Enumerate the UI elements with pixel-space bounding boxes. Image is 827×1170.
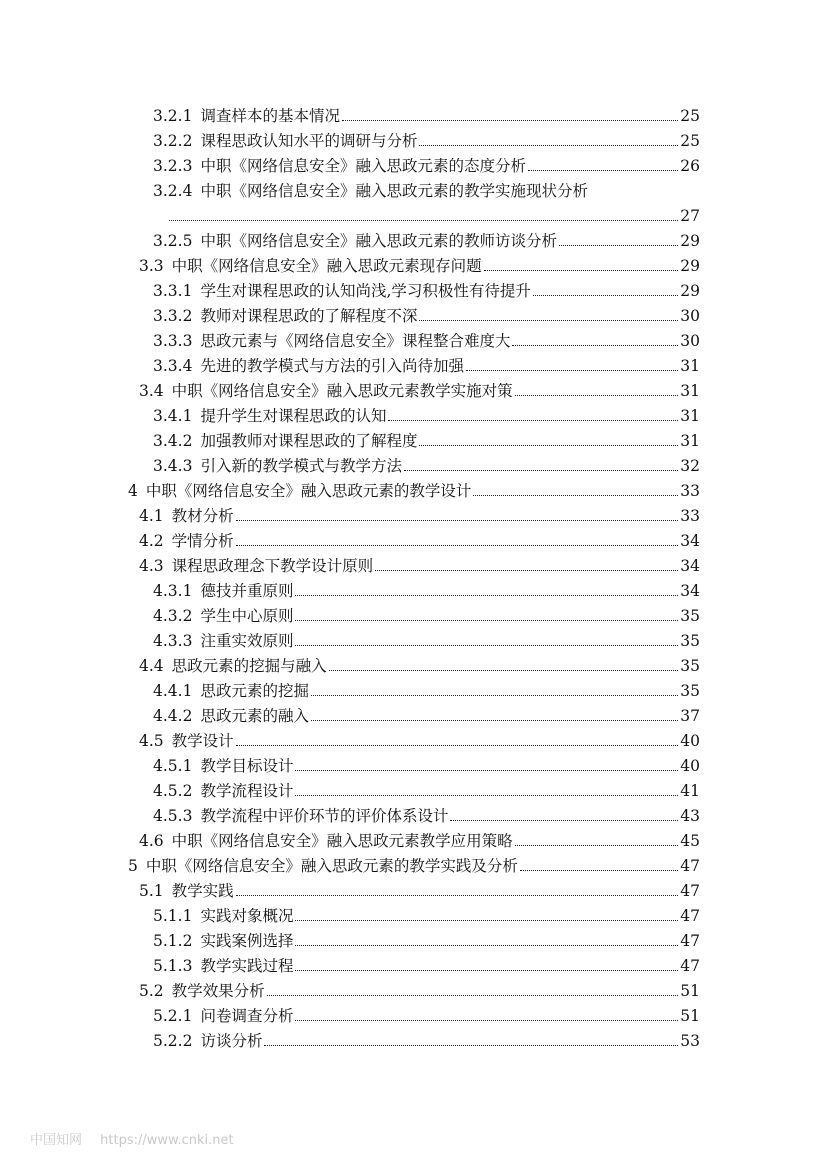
toc-page: 29 — [680, 282, 700, 300]
toc-entry[interactable] — [153, 325, 700, 350]
toc-entry[interactable] — [153, 275, 700, 300]
toc-page: 34 — [680, 557, 700, 575]
toc-entry[interactable] — [139, 250, 700, 275]
toc-number: 3.3.1 — [153, 282, 193, 300]
toc-number: 5.1 — [139, 882, 164, 900]
toc-title: 学生对课程思政的认知尚浅,学习积极性有待提升 — [200, 282, 531, 300]
toc-title: 思政元素的挖掘 — [200, 682, 309, 700]
cnki-url: https://www.cnki.net — [100, 1133, 234, 1148]
toc-entry[interactable] — [139, 975, 700, 1000]
toc-page: 47 — [680, 857, 700, 875]
toc-entry[interactable] — [153, 625, 700, 650]
dot-leader — [419, 445, 678, 446]
toc-entry[interactable] — [139, 725, 700, 750]
dot-leader — [311, 695, 678, 696]
toc-number: 4.6 — [139, 832, 164, 850]
toc-entry[interactable] — [153, 675, 700, 700]
dot-leader — [375, 570, 678, 571]
toc-entry[interactable] — [153, 575, 700, 600]
dot-leader — [311, 720, 678, 721]
dot-leader — [267, 995, 679, 996]
toc-page: 25 — [680, 132, 700, 150]
toc-entry[interactable] — [153, 175, 700, 200]
toc-title: 中职《网络信息安全》融入思政元素现存问题 — [171, 257, 482, 275]
toc-title: 教学流程设计 — [200, 782, 294, 800]
dot-leader — [295, 795, 678, 796]
toc-entry[interactable] — [153, 225, 700, 250]
toc-page: 35 — [680, 632, 700, 650]
dot-leader — [295, 620, 678, 621]
toc-title: 教学实践 — [171, 882, 234, 900]
toc-number: 4.5.1 — [153, 757, 193, 775]
toc-page: 40 — [680, 732, 700, 750]
toc-page: 29 — [680, 232, 700, 250]
toc-entry[interactable] — [139, 500, 700, 525]
toc-page: 47 — [680, 882, 700, 900]
toc-entry[interactable] — [128, 850, 700, 875]
dot-leader — [473, 495, 678, 496]
toc-title: 中职《网络信息安全》融入思政元素的教学实施现状分析 — [200, 182, 588, 200]
toc-page: 31 — [680, 382, 700, 400]
toc-number: 5.2 — [139, 982, 164, 1000]
dot-leader — [236, 520, 679, 521]
toc-number: 5.2.2 — [153, 1032, 193, 1050]
toc-number: 4.5.2 — [153, 782, 193, 800]
toc-entry[interactable] — [153, 450, 700, 475]
toc-entry[interactable] — [128, 475, 700, 500]
dot-leader — [512, 345, 678, 346]
toc-page: 31 — [680, 357, 700, 375]
toc-page: 27 — [680, 207, 700, 225]
toc-number: 3.4.1 — [153, 407, 193, 425]
toc-entry[interactable] — [139, 525, 700, 550]
dot-leader — [295, 945, 678, 946]
toc-number: 3.2.1 — [153, 107, 193, 125]
toc-page: 51 — [680, 1007, 700, 1025]
dot-leader — [388, 420, 678, 421]
toc-entry[interactable] — [139, 550, 700, 575]
toc-entry[interactable] — [153, 300, 700, 325]
toc-page: 26 — [680, 157, 700, 175]
toc-entry[interactable] — [153, 1025, 700, 1050]
toc-page: 33 — [680, 507, 700, 525]
toc-page: 47 — [680, 957, 700, 975]
dot-leader — [342, 120, 678, 121]
dot-leader — [520, 870, 678, 871]
toc-number: 4.4 — [139, 657, 164, 675]
toc-entry[interactable] — [153, 925, 700, 950]
toc-entry[interactable] — [153, 150, 700, 175]
dot-leader — [264, 1045, 678, 1046]
toc-number: 3.2.5 — [153, 232, 193, 250]
toc-title: 教学目标设计 — [200, 757, 294, 775]
toc-number: 4.2 — [139, 532, 164, 550]
toc-title: 教学设计 — [171, 732, 234, 750]
toc-number: 3.3.3 — [153, 332, 193, 350]
toc-title: 引入新的教学模式与教学方法 — [200, 457, 402, 475]
dot-leader — [559, 245, 678, 246]
toc-title: 中职《网络信息安全》融入思政元素的教学设计 — [145, 482, 472, 500]
toc-entry[interactable] — [153, 775, 700, 800]
dot-leader — [169, 220, 678, 221]
dot-leader — [295, 770, 678, 771]
toc-title: 学情分析 — [171, 532, 234, 550]
toc-title: 中职《网络信息安全》融入思政元素的教师访谈分析 — [200, 232, 557, 250]
toc-entry[interactable] — [153, 750, 700, 775]
dot-leader — [404, 470, 678, 471]
toc-page: 37 — [680, 707, 700, 725]
toc-page: 34 — [680, 582, 700, 600]
toc-entry[interactable] — [153, 1000, 700, 1025]
toc-page: 30 — [680, 307, 700, 325]
toc-number: 4.3.2 — [153, 607, 193, 625]
toc-title: 教学实践过程 — [200, 957, 294, 975]
toc-number: 5.1.1 — [153, 907, 193, 925]
toc-title: 教学效果分析 — [171, 982, 265, 1000]
toc-title: 中职《网络信息安全》融入思政元素教学应用策略 — [171, 832, 513, 850]
toc-entry[interactable] — [139, 875, 700, 900]
watermark-footer — [30, 1129, 248, 1148]
toc-title: 问卷调查分析 — [200, 1007, 294, 1025]
dot-leader — [295, 970, 678, 971]
toc-title: 访谈分析 — [200, 1032, 263, 1050]
toc-page: 31 — [680, 432, 700, 450]
toc-entry[interactable] — [153, 425, 700, 450]
toc-page: 47 — [680, 907, 700, 925]
dot-leader — [295, 920, 678, 921]
toc-title: 中职《网络信息安全》融入思政元素的教学实践及分析 — [145, 857, 518, 875]
dot-leader — [515, 845, 679, 846]
dot-leader — [295, 595, 678, 596]
toc-entry[interactable] — [153, 600, 700, 625]
toc-number: 3.4.2 — [153, 432, 193, 450]
toc-number: 3.2.2 — [153, 132, 193, 150]
toc-number: 5.1.3 — [153, 957, 193, 975]
toc-number: 4.3.1 — [153, 582, 193, 600]
toc-page: 30 — [680, 332, 700, 350]
dot-leader — [466, 370, 678, 371]
toc-page: 31 — [680, 407, 700, 425]
toc-title: 教学流程中评价环节的评价体系设计 — [200, 807, 449, 825]
toc-title: 思政元素的挖掘与融入 — [171, 657, 327, 675]
dot-leader — [484, 270, 679, 271]
toc-entry[interactable] — [153, 950, 700, 975]
toc-title: 提升学生对课程思政的认知 — [200, 407, 387, 425]
toc-page: 40 — [680, 757, 700, 775]
toc-number: 3.2.3 — [153, 157, 193, 175]
toc-title: 调查样本的基本情况 — [200, 107, 340, 125]
toc-title: 实践案例选择 — [200, 932, 294, 950]
dot-leader — [528, 170, 678, 171]
toc-number: 3.3.4 — [153, 357, 193, 375]
toc-number: 4.5.3 — [153, 807, 193, 825]
toc-number: 3.4.3 — [153, 457, 193, 475]
toc-entry[interactable] — [153, 900, 700, 925]
toc-page: 34 — [680, 532, 700, 550]
toc-page: 32 — [680, 457, 700, 475]
toc-title: 中职《网络信息安全》融入思政元素的态度分析 — [200, 157, 526, 175]
toc-entry[interactable] — [153, 125, 700, 150]
toc-number: 3.3.2 — [153, 307, 193, 325]
toc-number: 5 — [128, 857, 138, 875]
toc-entry[interactable] — [153, 400, 700, 425]
toc-title: 课程思政理念下教学设计原则 — [171, 557, 374, 575]
toc-number: 5.2.1 — [153, 1007, 193, 1025]
toc-title: 注重实效原则 — [200, 632, 294, 650]
toc-title: 教师对课程思政的了解程度不深 — [200, 307, 418, 325]
toc-entry[interactable] — [153, 700, 700, 725]
toc-page: 33 — [680, 482, 700, 500]
toc-title: 实践对象概况 — [200, 907, 294, 925]
toc-number: 4.3 — [139, 557, 164, 575]
toc-title: 德技并重原则 — [200, 582, 294, 600]
toc-entry[interactable] — [153, 350, 700, 375]
toc-number: 4.5 — [139, 732, 164, 750]
toc-entry-continuation[interactable] — [167, 200, 700, 225]
toc-page: 25 — [680, 107, 700, 125]
toc-title: 教材分析 — [171, 507, 234, 525]
toc-number: 4 — [128, 482, 138, 500]
dot-leader — [515, 395, 679, 396]
toc-page: 47 — [680, 932, 700, 950]
toc-number: 4.3.3 — [153, 632, 193, 650]
toc-page: 35 — [680, 682, 700, 700]
dot-leader — [236, 545, 679, 546]
toc-page: 51 — [680, 982, 700, 1000]
dot-leader — [329, 670, 679, 671]
dot-leader — [450, 820, 678, 821]
dot-leader — [295, 1020, 678, 1021]
toc-entry[interactable] — [153, 100, 700, 125]
toc-title: 加强教师对课程思政的了解程度 — [200, 432, 418, 450]
dot-leader — [419, 320, 678, 321]
toc-page: 35 — [680, 657, 700, 675]
toc-number: 4.1 — [139, 507, 164, 525]
toc-title: 中职《网络信息安全》融入思政元素教学实施对策 — [171, 382, 513, 400]
toc-title: 思政元素与《网络信息安全》课程整合难度大 — [200, 332, 511, 350]
toc-entry[interactable] — [139, 650, 700, 675]
toc-page: 35 — [680, 607, 700, 625]
toc-entry[interactable] — [153, 800, 700, 825]
toc-page: 41 — [680, 782, 700, 800]
dot-leader — [533, 295, 678, 296]
toc-page: 53 — [680, 1032, 700, 1050]
toc-number: 4.4.1 — [153, 682, 193, 700]
cnki-brand: 中国知网 — [30, 1133, 83, 1148]
toc-page: 45 — [680, 832, 700, 850]
dot-leader — [295, 645, 678, 646]
toc-title: 学生中心原则 — [200, 607, 294, 625]
toc-page: 43 — [680, 807, 700, 825]
toc-number: 5.1.2 — [153, 932, 193, 950]
toc-number: 3.3 — [139, 257, 164, 275]
toc-number: 4.4.2 — [153, 707, 193, 725]
toc-entry[interactable] — [139, 375, 700, 400]
dot-leader — [236, 895, 679, 896]
toc-title: 课程思政认知水平的调研与分析 — [200, 132, 418, 150]
toc-page: 29 — [680, 257, 700, 275]
dot-leader — [419, 145, 678, 146]
toc-title: 思政元素的融入 — [200, 707, 309, 725]
dot-leader — [236, 745, 679, 746]
toc-number: 3.4 — [139, 382, 164, 400]
toc-entry[interactable] — [139, 825, 700, 850]
toc-title: 先进的教学模式与方法的引入尚待加强 — [200, 357, 464, 375]
toc-number: 3.2.4 — [153, 182, 193, 200]
